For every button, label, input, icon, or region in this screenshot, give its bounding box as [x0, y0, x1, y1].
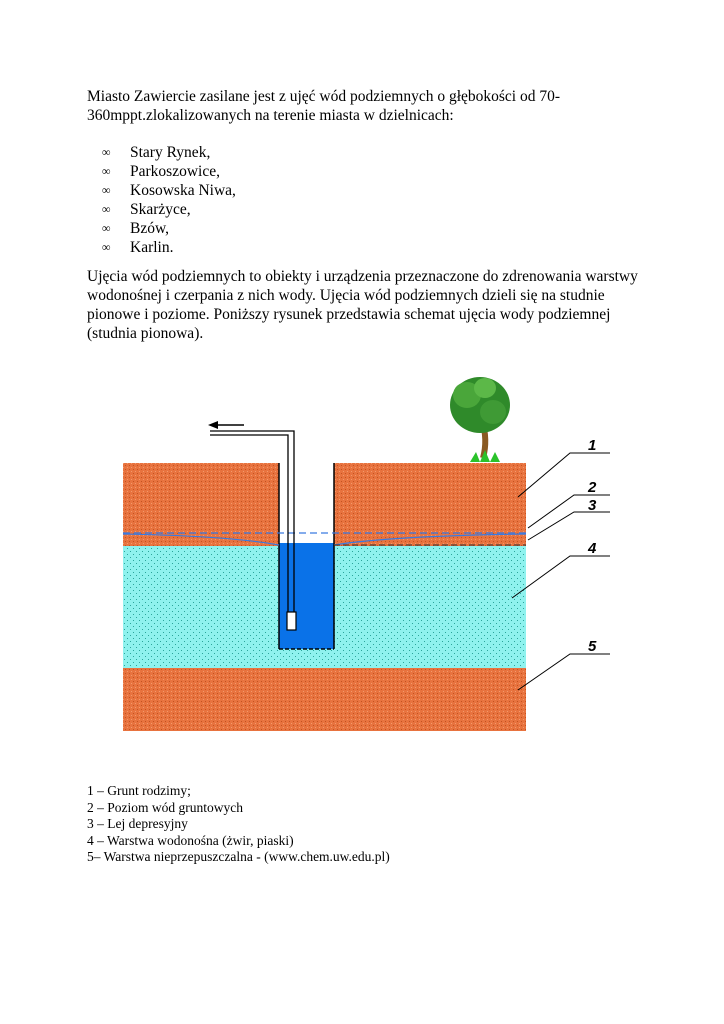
- bullet-icon: ∞: [102, 145, 111, 159]
- list-item: ∞ Stary Rynek,: [102, 144, 211, 161]
- list-item: ∞ Bzów,: [102, 220, 170, 237]
- bullet-icon: ∞: [102, 183, 111, 197]
- outflow-arrow-icon: [208, 421, 244, 429]
- description-paragraph: Ujęcia wód podziemnych to obiekty i urządzenia przeznaczone do zdrenowania warstwy wodonośnej i czerpania z nich wody. Ujęcia wód podziemnych dzieli się na studnie pionowe i poziome. Poniższy rysunek przedstawia schemat ujęcia wody podziemnej (studnia pionowa).: [87, 268, 638, 342]
- legend-item: 2 – Poziom wód gruntowych: [87, 799, 243, 815]
- well-diagram: [0, 355, 724, 775]
- well-water: [279, 543, 334, 649]
- impermeable-layer: [123, 668, 526, 731]
- callout-3: 3: [588, 497, 597, 514]
- legend-item: 3 – Lej depresyjny: [87, 816, 188, 831]
- legend-item: 4 – Warstwa wodonośna (żwir, piaski): [87, 832, 294, 848]
- bullet-icon: ∞: [102, 240, 111, 254]
- bullet-icon: ∞: [102, 164, 111, 178]
- pump: [287, 612, 296, 630]
- legend-item: 1 – Grunt rodzimy;: [87, 783, 191, 798]
- callout-4: 4: [588, 540, 597, 557]
- list-item: ∞ Kosowska Niwa,: [102, 182, 236, 199]
- bullet-icon: ∞: [102, 221, 111, 235]
- district-list: [102, 143, 236, 257]
- list-item: ∞ Parkoszowice,: [102, 163, 220, 180]
- tree-icon: [450, 377, 510, 462]
- list-item: ∞ Karlin.: [102, 239, 174, 256]
- callout-1: 1: [588, 437, 597, 454]
- callout-2: 2: [588, 479, 597, 496]
- diagram-legend: [87, 783, 390, 866]
- intro-paragraph: Miasto Zawiercie zasilane jest z ujęć wód podziemnych o głębokości od 70-360mppt.zlokalizowanych na terenie miasta w dzielnicach:: [87, 88, 561, 124]
- legend-item: 5– Warstwa nieprzepuszczalna - (www.chem.uw.edu.pl): [87, 849, 390, 864]
- callout-5: 5: [588, 638, 597, 655]
- list-item: ∞ Skarżyce,: [102, 201, 191, 218]
- bullet-icon: ∞: [102, 202, 111, 216]
